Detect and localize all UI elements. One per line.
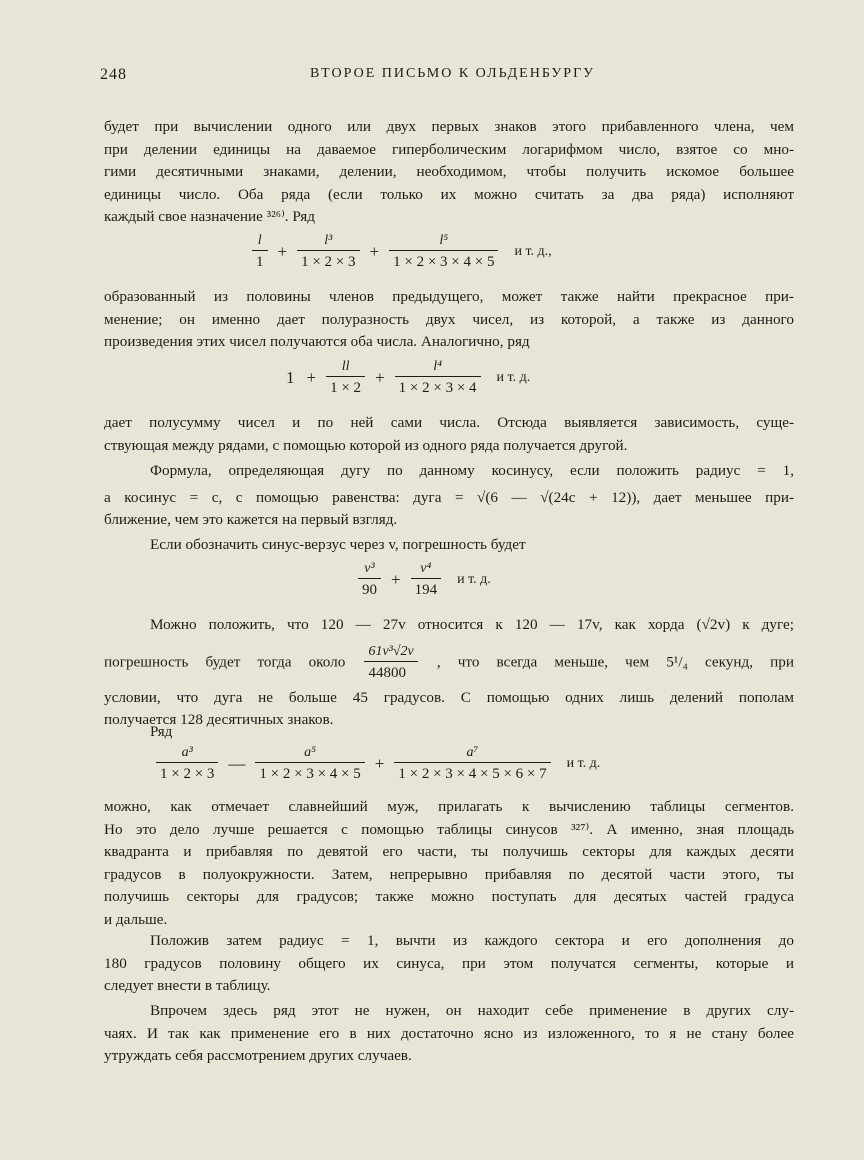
text-line: будет при вычислении одного или двух первых знаков этого прибавленного члена, чем: [104, 118, 794, 135]
text-line: погрешность будет тогда около $\frac{\text{61v³√2v}}{44800}$ , что всегда меньше, чем 5¹/₄ секунд, при: [104, 643, 795, 681]
error-formula: [356, 560, 491, 600]
text-line: произведения этих чисел получаются оба числа. Аналогично, ряд: [104, 333, 530, 351]
etc-label: и т. д.: [566, 756, 601, 771]
text-line: Но это дело лучше решается с помощью таблицы синусов ³²⁷⁾. А именно, зная площадь: [104, 820, 794, 838]
etc-label: и т. д.: [457, 572, 491, 587]
paragraph-8: [104, 796, 794, 932]
text-line: градусов в полуокружности. Затем, непрерывно прибавляя по десятой части этого, ты: [104, 865, 794, 883]
text-line: Если обозначить синус-верзус через v, погрешность будет: [150, 536, 526, 553]
paragraph-2: [104, 286, 794, 354]
running-title: ВТОРОЕ ПИСЬМО К ОЛЬДЕНБУРГУ: [310, 66, 596, 81]
fraction-term: $\frac{\text{a⁵}}{1 \times 2 \times 3 \times 4 \times 5}$: [255, 744, 364, 784]
plus-sign: +: [277, 242, 288, 261]
text-line: ближение, чем это кажется на первый взгляд.: [104, 511, 398, 529]
fraction-term: $\frac{\text{l³}}{1 \times 2 \times 3}$: [297, 232, 359, 272]
text-line: Формула, определяющая дугу по данному косинусу, если положить радиус = 1,: [150, 462, 794, 479]
series-formula-1: [250, 232, 552, 272]
text-line: получишь секторы для градусов; также можно поступать для десятых частей градуса: [104, 888, 794, 906]
plus-sign: +: [369, 242, 380, 261]
text-line: менение; он именно дает полуразность двух чисел, из которой, а также из данного: [104, 310, 794, 328]
text-line: квадранта и прибавляя по девятой его части, ты получишь секторы для каждых десяти: [104, 843, 794, 861]
paragraph-9: [104, 930, 794, 998]
plus-sign: +: [306, 368, 317, 387]
fraction-term: $\frac{\text{a⁷}}{1 \times 2 \times 3 \times 4 \times 5 \times 6 \times 7}$: [394, 744, 550, 784]
text-line: каждый свое назначение ³²⁶⁾. Ряд: [104, 208, 315, 226]
plus-sign: +: [375, 368, 385, 387]
text-line: следует внести в таблицу.: [104, 977, 271, 995]
text-line: 180 градусов половину общего их синуса, при этом получатся сегменты, которые и: [104, 954, 794, 972]
text-line: при делении единицы на даваемое гиперболическим логарифмом число, взятое со мно-: [104, 140, 794, 158]
etc-label: и т. д.,: [514, 244, 552, 259]
fraction-term: $\frac{\text{a³}}{1 \times 2 \times 3}$: [156, 744, 218, 784]
etc-label: и т. д.: [496, 370, 531, 385]
text-line: чаях. И так как применение его в них достаточно ясно из изложенного, то я не стану более: [104, 1024, 794, 1042]
fraction-term: $\frac{ll}{1 \times 2}$: [326, 358, 365, 398]
text-line: условии, что дуга не больше 45 градусов. С помощью одних лишь делений пополам: [104, 688, 794, 706]
text-line: получается 128 десятичных знаков.: [104, 711, 334, 729]
fraction-term: $\frac{\text{l⁴}}{1 \times 2 \times 3 \times 4}$: [395, 358, 481, 398]
text-line: можно, как отмечает славнейший муж, прилагать к вычислению таблицы сегментов.: [104, 798, 794, 815]
text-line: гими десятичными знаками, делении, необходимом, чтобы получить искомое большее: [104, 163, 794, 181]
text-line: ствующая между рядами, с помощью которой из одного ряда получается другой.: [104, 436, 628, 454]
paragraph-3: [104, 412, 794, 457]
text-line: дает полусумму чисел и по ней сами числа. Отсюда выявляется зависимость, суще-: [104, 414, 794, 431]
text-line: утруждать себя рассмотрением других случаев.: [104, 1047, 412, 1065]
fraction-term: $\frac{\text{v³}}{90}$: [358, 560, 381, 600]
row-label: Ряд: [150, 724, 173, 740]
running-header: [100, 66, 790, 88]
fraction-term: $\frac{l}{1}$: [252, 232, 268, 272]
series-formula-2: [282, 358, 530, 398]
paragraph-10: [104, 1000, 794, 1068]
text-line: и дальше.: [104, 910, 168, 928]
paragraph-6: [104, 614, 794, 732]
plus-sign: +: [374, 754, 385, 773]
fraction-term: $\frac{\text{l⁵}}{1 \times 2 \times 3 \times 4 \times 5}$: [389, 232, 498, 272]
text-line: единицы число. Оба ряда (если только их можно считать за два ряда) исполняют: [104, 185, 794, 203]
one-term: 1: [286, 368, 295, 387]
paragraph-4: [104, 460, 794, 532]
page-number: 248: [100, 66, 127, 83]
paragraph-5: [104, 534, 794, 557]
text-line: Впрочем здесь ряд этот не нужен, он находит себе применение в других слу-: [150, 1002, 794, 1019]
minus-sign: —: [228, 754, 246, 773]
fraction-term: $\frac{\text{v⁴}}{194}$: [411, 560, 442, 600]
text-line: Можно положить, что 120 — 27v относится к 120 — 17v, как хорда (√2v) к дуге;: [150, 616, 794, 633]
text-line: Положив затем радиус = 1, вычти из каждого сектора и его дополнения до: [150, 932, 794, 949]
error-fraction: $\frac{\text{61v³√2v}}{44800}$: [364, 643, 417, 683]
text-line: образованный из половины членов предыдущего, может также найти прекрасное при-: [104, 288, 794, 305]
series-formula-3: [154, 744, 600, 784]
paragraph-1: [104, 116, 794, 229]
text-line: а косинус = c, с помощью равенства: дуга = √(6 — √(24c + 12)), дает меньшее при-: [104, 488, 794, 506]
plus-sign: +: [391, 570, 401, 589]
